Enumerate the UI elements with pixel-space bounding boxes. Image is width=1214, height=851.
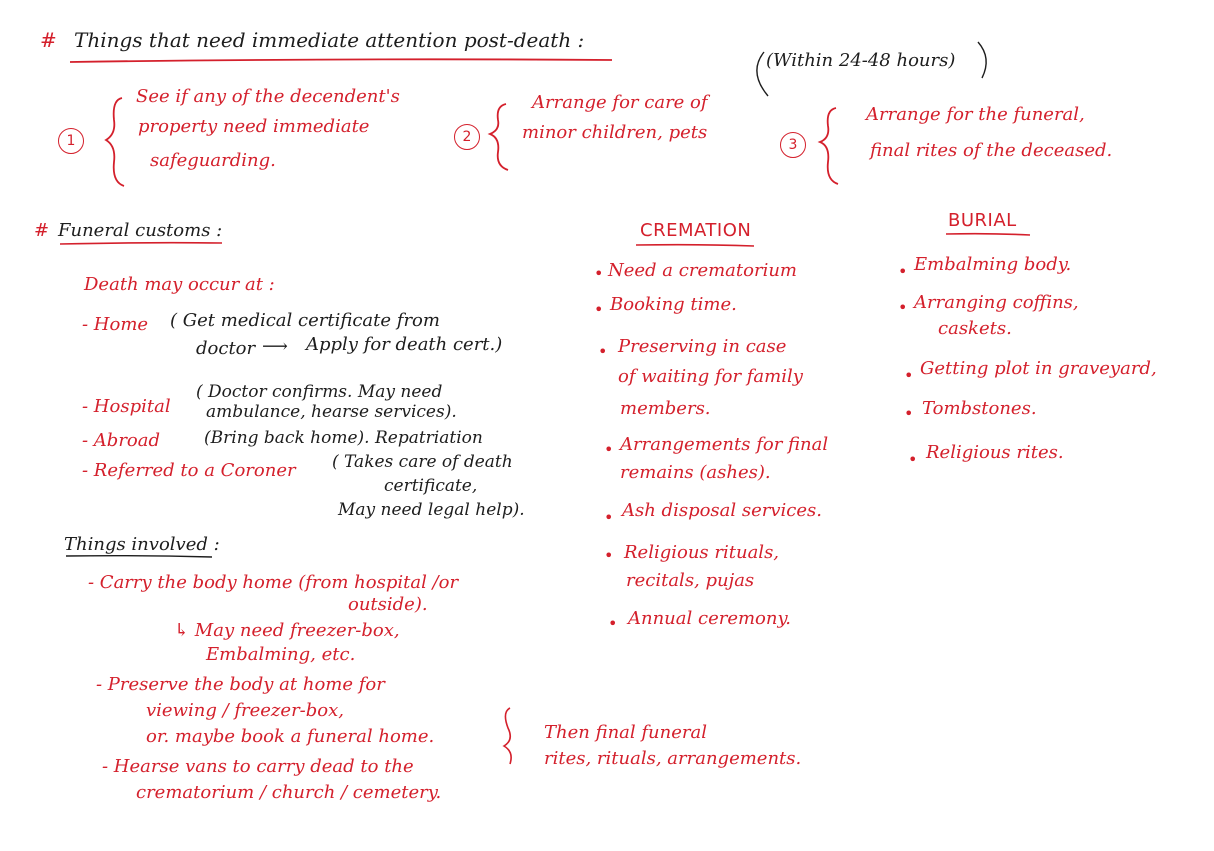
cremation-bullet: • — [608, 614, 618, 633]
cremation-item-4-line-1: Arrangements for final — [620, 434, 829, 455]
then-line-1: Then final funeral — [544, 722, 707, 743]
cremation-item-4-line-2: remains (ashes). — [620, 462, 771, 483]
cremation-bullet: • — [604, 546, 614, 565]
burial-item-2-line-1: Arranging coffins, — [914, 292, 1079, 313]
cremation-item-3-line-3: members. — [620, 398, 711, 419]
item-3-line-2: final rites of the deceased. — [870, 140, 1113, 161]
abroad-label: - Abroad — [82, 430, 161, 451]
cremation-bullet: • — [604, 440, 614, 459]
burial-item-5: Religious rites. — [926, 442, 1064, 463]
item-number-2: 2 — [454, 124, 480, 150]
coroner-note-line-2: certificate, — [384, 476, 478, 496]
item-1-line-3: safeguarding. — [150, 150, 276, 171]
funeral-hash-mark: # — [34, 220, 50, 241]
heading-title: Things that need immediate attention post-death : — [74, 28, 585, 52]
carry-line-2: outside). — [348, 594, 428, 615]
cremation-item-7: Annual ceremony. — [628, 608, 791, 629]
cremation-item-6-line-1: Religious rituals, — [624, 542, 780, 563]
burial-bullet: • — [898, 298, 908, 317]
burial-item-2-line-2: caskets. — [938, 318, 1012, 339]
timeframe-note: (Within 24-48 hours) — [766, 50, 956, 71]
burial-bullet: • — [904, 404, 914, 423]
burial-item-1: Embalming body. — [914, 254, 1072, 275]
burial-bullet: • — [908, 450, 918, 469]
things-involved-title: Things involved : — [64, 534, 220, 555]
hearse-line-2: crematorium / church / cemetery. — [136, 782, 442, 803]
home-label: - Home — [82, 314, 149, 335]
cremation-bullet: • — [604, 508, 614, 527]
burial-bullet: • — [904, 366, 914, 385]
home-note-doctor: doctor — [196, 338, 256, 359]
cremation-item-3-line-2: of waiting for family — [618, 366, 803, 387]
preserve-line-3: or. maybe book a funeral home. — [146, 726, 435, 747]
death-location-heading: Death may occur at : — [84, 274, 275, 295]
coroner-note-line-3: May need legal help). — [338, 500, 525, 520]
cremation-bullet: • — [598, 342, 608, 361]
item-2-line-2: minor children, pets — [522, 122, 708, 143]
cremation-bullet: • — [594, 300, 604, 319]
burial-bullet: • — [898, 262, 908, 281]
burial-title: BURIAL — [948, 210, 1017, 231]
then-line-2: rites, rituals, arrangements. — [544, 748, 802, 769]
hearse-line-1: - Hearse vans to carry dead to the — [102, 756, 414, 777]
coroner-note-line-1: ( Takes care of death — [332, 452, 513, 472]
item-2-line-1: Arrange for care of — [532, 92, 708, 113]
hospital-note-line-1: ( Doctor confirms. May need — [196, 382, 443, 402]
preserve-line-2: viewing / freezer-box, — [146, 700, 344, 721]
cremation-item-5: Ash disposal services. — [622, 500, 822, 521]
cremation-item-1: Need a crematorium — [608, 260, 797, 281]
item-number-1: 1 — [58, 128, 84, 154]
carry-line-1: - Carry the body home (from hospital /or — [88, 572, 459, 593]
abroad-note: (Bring back home). Repatriation — [204, 428, 483, 448]
home-note-apply: Apply for death cert.) — [306, 334, 503, 355]
coroner-label: - Referred to a Coroner — [82, 460, 296, 481]
cremation-bullet: • — [594, 264, 604, 283]
arrow-right-icon: ⟶ — [262, 336, 288, 357]
heading-hash-mark: # — [40, 28, 57, 52]
home-note-line-1: ( Get medical certificate from — [170, 310, 440, 331]
cremation-item-3-line-1: Preserving in case — [618, 336, 787, 357]
cremation-title: CREMATION — [640, 220, 752, 241]
hospital-label: - Hospital — [82, 396, 171, 417]
burial-item-3: Getting plot in graveyard, — [920, 358, 1157, 379]
burial-item-4: Tombstones. — [922, 398, 1037, 419]
cremation-item-2: Booking time. — [610, 294, 737, 315]
item-3-line-1: Arrange for the funeral, — [866, 104, 1085, 125]
cremation-item-6-line-2: recitals, pujas — [626, 570, 755, 591]
item-1-line-2: property need immediate — [138, 116, 370, 137]
carry-sub-line-2: Embalming, etc. — [206, 644, 356, 665]
funeral-customs-title: Funeral customs : — [58, 220, 223, 241]
carry-sub-line-1: ↳ May need freezer-box, — [174, 620, 400, 641]
hospital-note-line-2: ambulance, hearse services). — [206, 402, 457, 422]
item-number-3: 3 — [780, 132, 806, 158]
preserve-line-1: - Preserve the body at home for — [96, 674, 385, 695]
item-1-line-1: See if any of the decendent's — [136, 86, 400, 107]
